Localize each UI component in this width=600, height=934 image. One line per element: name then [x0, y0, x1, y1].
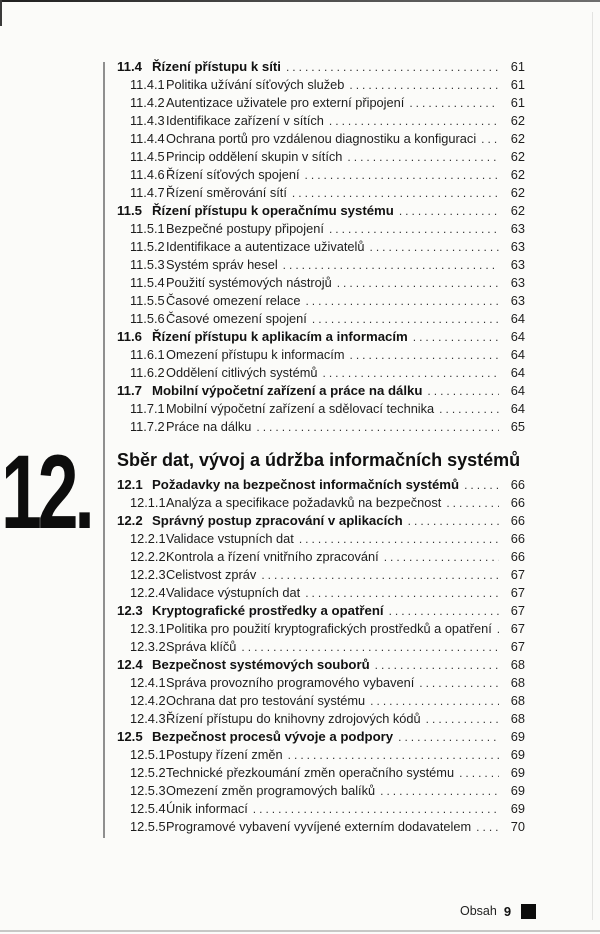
dot-leader-icon — [464, 476, 499, 494]
entry-page-number: 62 — [510, 185, 525, 200]
entry-number: 11.5.4 — [130, 275, 165, 290]
toc-entry — [117, 274, 525, 292]
dot-leader-icon — [292, 184, 499, 202]
toc-entry — [117, 638, 525, 656]
toc-entry — [117, 346, 525, 364]
entry-title: Kontrola a řízení vnitřního zpracování — [166, 549, 379, 564]
dot-leader-icon — [253, 800, 499, 818]
toc-entry — [117, 548, 525, 566]
entry-page-number: 63 — [510, 293, 525, 308]
entry-number: 11.5.2 — [130, 239, 165, 254]
entry-title: Omezení změn programových balíků — [166, 783, 376, 798]
toc-entry — [117, 620, 525, 638]
entry-title: Programové vybavení vyvíjené externím dodavatelem — [166, 819, 472, 834]
entry-title: Analýza a specifikace požadavků na bezpečnost — [166, 495, 442, 510]
toc-entry — [117, 292, 525, 310]
entry-number: 12.2.1 — [130, 531, 166, 546]
entry-title: Mobilní výpočetní zařízení a sdělovací technika — [166, 401, 435, 416]
dot-leader-icon — [241, 638, 499, 656]
entry-page-number: 69 — [510, 783, 525, 798]
toc-entry — [117, 400, 525, 418]
page-marker-square-icon — [521, 904, 536, 919]
entry-page-number: 63 — [510, 257, 525, 272]
entry-page-number: 64 — [510, 383, 525, 398]
entry-number: 11.5.1 — [130, 221, 165, 236]
entry-title: Únik informací — [166, 801, 248, 816]
entry-title: Omezení přístupu k informacím — [166, 347, 345, 362]
entry-title: Kryptografické prostředky a opatření — [152, 603, 384, 618]
entry-page-number: 68 — [510, 675, 525, 690]
entry-number: 11.7 — [117, 383, 142, 398]
toc-entry — [117, 256, 525, 274]
entry-title: Validace výstupních dat — [166, 585, 301, 600]
toc-entry — [117, 602, 525, 620]
toc-entry — [117, 584, 525, 602]
toc-entry — [117, 818, 525, 836]
entry-number: 11.4.4 — [130, 131, 165, 146]
entry-title: Bezpečné postupy připojení — [166, 221, 324, 236]
dot-leader-icon — [408, 512, 499, 530]
entry-number: 11.5 — [117, 203, 142, 218]
entry-number: 11.4.5 — [130, 149, 165, 164]
entry-page-number: 62 — [510, 113, 525, 128]
dot-leader-icon — [389, 602, 499, 620]
toc-entry — [117, 310, 525, 328]
entry-number: 12.5 — [117, 729, 143, 744]
entry-number: 12.3.2 — [130, 639, 166, 654]
entry-page-number: 66 — [510, 549, 525, 564]
entry-page-number: 64 — [510, 329, 525, 344]
entry-number: 12.3 — [117, 603, 143, 618]
entry-title: Správný postup zpracování v aplikacích — [152, 513, 403, 528]
entry-title: Řízení síťových spojení — [166, 167, 300, 182]
entry-page-number: 64 — [510, 347, 525, 362]
entry-page-number: 67 — [510, 585, 525, 600]
toc-entry — [117, 238, 525, 256]
dot-leader-icon — [439, 400, 499, 418]
entry-number: 11.7.1 — [130, 401, 165, 416]
entry-title: Požadavky na bezpečnost informačních systémů — [152, 477, 460, 492]
entry-number: 11.5.6 — [130, 311, 165, 326]
entry-page-number: 62 — [510, 131, 525, 146]
entry-page-number: 63 — [510, 221, 525, 236]
dot-leader-icon — [312, 310, 499, 328]
entry-number: 12.4.3 — [130, 711, 166, 726]
entry-page-number: 68 — [510, 711, 525, 726]
entry-number: 11.6.1 — [130, 347, 165, 362]
toc-entry — [117, 800, 525, 818]
dot-leader-icon — [347, 148, 499, 166]
entry-title: Práce na dálku — [166, 419, 252, 434]
entry-number: 11.4.2 — [130, 95, 165, 110]
entry-title: Politika pro použití kryptografických prostředků a opatření — [166, 621, 492, 636]
entry-number: 12.5.3 — [130, 783, 166, 798]
dot-leader-icon — [305, 292, 499, 310]
entry-page-number: 65 — [510, 419, 525, 434]
entry-page-number: 68 — [510, 693, 525, 708]
entry-number: 11.5.5 — [130, 293, 165, 308]
toc-entry — [117, 418, 525, 436]
toc-entry — [117, 148, 525, 166]
toc-entry — [117, 58, 525, 76]
dot-leader-icon — [261, 566, 499, 584]
entry-number: 12.4.1 — [130, 675, 166, 690]
entry-title: Řízení přístupu do knihovny zdrojových kódů — [166, 711, 421, 726]
chapter-title: Sběr dat, vývoj a údržba informačních systémů — [117, 450, 521, 470]
entry-page-number: 63 — [510, 239, 525, 254]
toc-entry — [117, 512, 525, 530]
toc-block-chapter-11 — [117, 58, 525, 436]
entry-title: Ochrana portů pro vzdálenou diagnostiku a konfiguraci — [166, 131, 477, 146]
entry-number: 12.2.2 — [130, 549, 166, 564]
toc-entry — [117, 656, 525, 674]
dot-leader-icon — [329, 112, 499, 130]
entry-page-number: 62 — [510, 149, 525, 164]
toc-entry — [117, 328, 525, 346]
entry-page-number: 68 — [510, 657, 525, 672]
entry-title: Řízení přístupu k síti — [152, 59, 281, 74]
entry-title: Použití systémových nástrojů — [166, 275, 332, 290]
toc-entry — [117, 530, 525, 548]
entry-title: Řízení přístupu k operačnímu systému — [152, 203, 394, 218]
entry-number: 12.3.1 — [130, 621, 166, 636]
entry-number: 11.4 — [117, 59, 142, 74]
entry-page-number: 61 — [510, 77, 525, 92]
entry-title: Časové omezení spojení — [166, 311, 307, 326]
entry-page-number: 63 — [510, 275, 525, 290]
scan-top-edge — [0, 0, 600, 2]
entry-title: Správa klíčů — [166, 639, 237, 654]
entry-page-number: 69 — [510, 801, 525, 816]
toc-entry — [117, 364, 525, 382]
entry-title: Systém správ hesel — [166, 257, 278, 272]
entry-number: 12.4 — [117, 657, 143, 672]
dot-leader-icon — [427, 382, 499, 400]
toc-entry — [117, 130, 525, 148]
entry-page-number: 67 — [510, 567, 525, 582]
dot-leader-icon — [481, 130, 499, 148]
entry-title: Autentizace uživatele pro externí připojení — [166, 95, 405, 110]
entry-number: 11.7.2 — [130, 419, 165, 434]
entry-page-number: 67 — [510, 621, 525, 636]
dot-leader-icon — [419, 674, 499, 692]
entry-number: 11.5.3 — [130, 257, 165, 272]
entry-number: 11.4.6 — [130, 167, 165, 182]
toc-entry — [117, 166, 525, 184]
entry-page-number: 66 — [510, 477, 525, 492]
entry-number: 11.4.1 — [130, 77, 165, 92]
dot-leader-icon — [323, 364, 500, 382]
entry-title: Identifikace zařízení v sítích — [166, 113, 324, 128]
entry-number: 12.1.1 — [130, 495, 166, 510]
entry-title: Řízení směrování sítí — [166, 185, 287, 200]
entry-page-number: 61 — [510, 59, 525, 74]
entry-page-number: 64 — [510, 311, 525, 326]
entry-title: Časové omezení relace — [166, 293, 301, 308]
entry-title: Oddělení citlivých systémů — [166, 365, 318, 380]
toc-entry — [117, 728, 525, 746]
toc-entry — [117, 692, 525, 710]
entry-page-number: 62 — [510, 167, 525, 182]
footer-section-label: Obsah — [460, 904, 497, 918]
entry-number: 12.2.4 — [130, 585, 166, 600]
entry-page-number: 69 — [510, 765, 525, 780]
entry-title: Mobilní výpočetní zařízení a práce na dálku — [152, 383, 423, 398]
entry-page-number: 66 — [510, 495, 525, 510]
entry-page-number: 62 — [510, 203, 525, 218]
entry-title: Správa provozního programového vybavení — [166, 675, 415, 690]
toc-entry — [117, 94, 525, 112]
entry-page-number: 67 — [510, 639, 525, 654]
toc-entry — [117, 184, 525, 202]
dot-leader-icon — [426, 710, 499, 728]
dot-leader-icon — [476, 818, 499, 836]
page-footer — [460, 903, 536, 919]
dot-leader-icon — [459, 764, 499, 782]
dot-leader-icon — [305, 166, 499, 184]
entry-title: Postupy řízení změn — [166, 747, 283, 762]
entry-page-number: 69 — [510, 747, 525, 762]
entry-number: 11.6.2 — [130, 365, 165, 380]
entry-page-number: 64 — [510, 365, 525, 380]
entry-title: Identifikace a autentizace uživatelů — [166, 239, 365, 254]
dot-leader-icon — [286, 58, 499, 76]
entry-page-number: 66 — [510, 513, 525, 528]
entry-number: 11.4.7 — [130, 185, 165, 200]
toc-entry — [117, 746, 525, 764]
dot-leader-icon — [384, 548, 499, 566]
entry-title: Technické přezkoumání změn operačního systému — [166, 765, 455, 780]
dot-leader-icon — [288, 746, 499, 764]
entry-number: 12.5.5 — [130, 819, 166, 834]
dot-leader-icon — [283, 256, 499, 274]
dot-leader-icon — [399, 202, 499, 220]
dot-leader-icon — [299, 530, 499, 548]
dot-leader-icon — [370, 692, 499, 710]
entry-number: 11.6 — [117, 329, 142, 344]
dot-leader-icon — [337, 274, 499, 292]
entry-number: 12.5.2 — [130, 765, 166, 780]
scan-left-edge — [0, 0, 2, 26]
entry-page-number: 69 — [510, 729, 525, 744]
dot-leader-icon — [329, 220, 499, 238]
entry-number: 12.5.1 — [130, 747, 166, 762]
dot-leader-icon — [380, 782, 499, 800]
chapter-vertical-rule — [103, 62, 105, 838]
toc-entry — [117, 764, 525, 782]
toc-entry — [117, 782, 525, 800]
dot-leader-icon — [349, 76, 499, 94]
dot-leader-icon — [409, 94, 499, 112]
entry-page-number: 64 — [510, 401, 525, 416]
dot-leader-icon — [398, 728, 499, 746]
toc-entry — [117, 112, 525, 130]
scan-bottom-edge — [0, 930, 600, 932]
dot-leader-icon — [305, 584, 499, 602]
dot-leader-icon — [350, 346, 499, 364]
entry-title: Bezpečnost systémových souborů — [152, 657, 370, 672]
toc-entry — [117, 494, 525, 512]
entry-page-number: 66 — [510, 531, 525, 546]
toc-entry — [117, 220, 525, 238]
footer-page-number: 9 — [503, 903, 512, 919]
toc-entry — [117, 566, 525, 584]
entry-title: Politika užívání síťových služeb — [166, 77, 345, 92]
toc-entry — [117, 476, 525, 494]
toc-entry — [117, 382, 525, 400]
chapter-number-large: 12. — [1, 434, 91, 551]
entry-title: Bezpečnost procesů vývoje a podpory — [152, 729, 394, 744]
entry-page-number: 61 — [510, 95, 525, 110]
entry-number: 12.1 — [117, 477, 143, 492]
entry-page-number: 70 — [510, 819, 525, 834]
entry-number: 11.4.3 — [130, 113, 165, 128]
dot-leader-icon — [413, 328, 499, 346]
entry-number: 12.2 — [117, 513, 143, 528]
entry-page-number: 67 — [510, 603, 525, 618]
entry-number: 12.4.2 — [130, 693, 166, 708]
dot-leader-icon — [256, 418, 499, 436]
entry-title: Princip oddělení skupin v sítích — [166, 149, 343, 164]
scan-right-edge — [592, 12, 593, 920]
dot-leader-icon — [375, 656, 499, 674]
toc-entry — [117, 674, 525, 692]
entry-number: 12.5.4 — [130, 801, 166, 816]
entry-title: Validace vstupních dat — [166, 531, 294, 546]
entry-title: Řízení přístupu k aplikacím a informacím — [152, 329, 408, 344]
toc-block-chapter-12 — [117, 476, 525, 836]
entry-title: Ochrana dat pro testování systému — [166, 693, 366, 708]
toc-entry — [117, 76, 525, 94]
entry-title: Celistvost zpráv — [166, 567, 257, 582]
entry-number: 12.2.3 — [130, 567, 166, 582]
dot-leader-icon — [369, 238, 499, 256]
toc-entry — [117, 202, 525, 220]
dot-leader-icon — [446, 494, 499, 512]
toc-entry — [117, 710, 525, 728]
